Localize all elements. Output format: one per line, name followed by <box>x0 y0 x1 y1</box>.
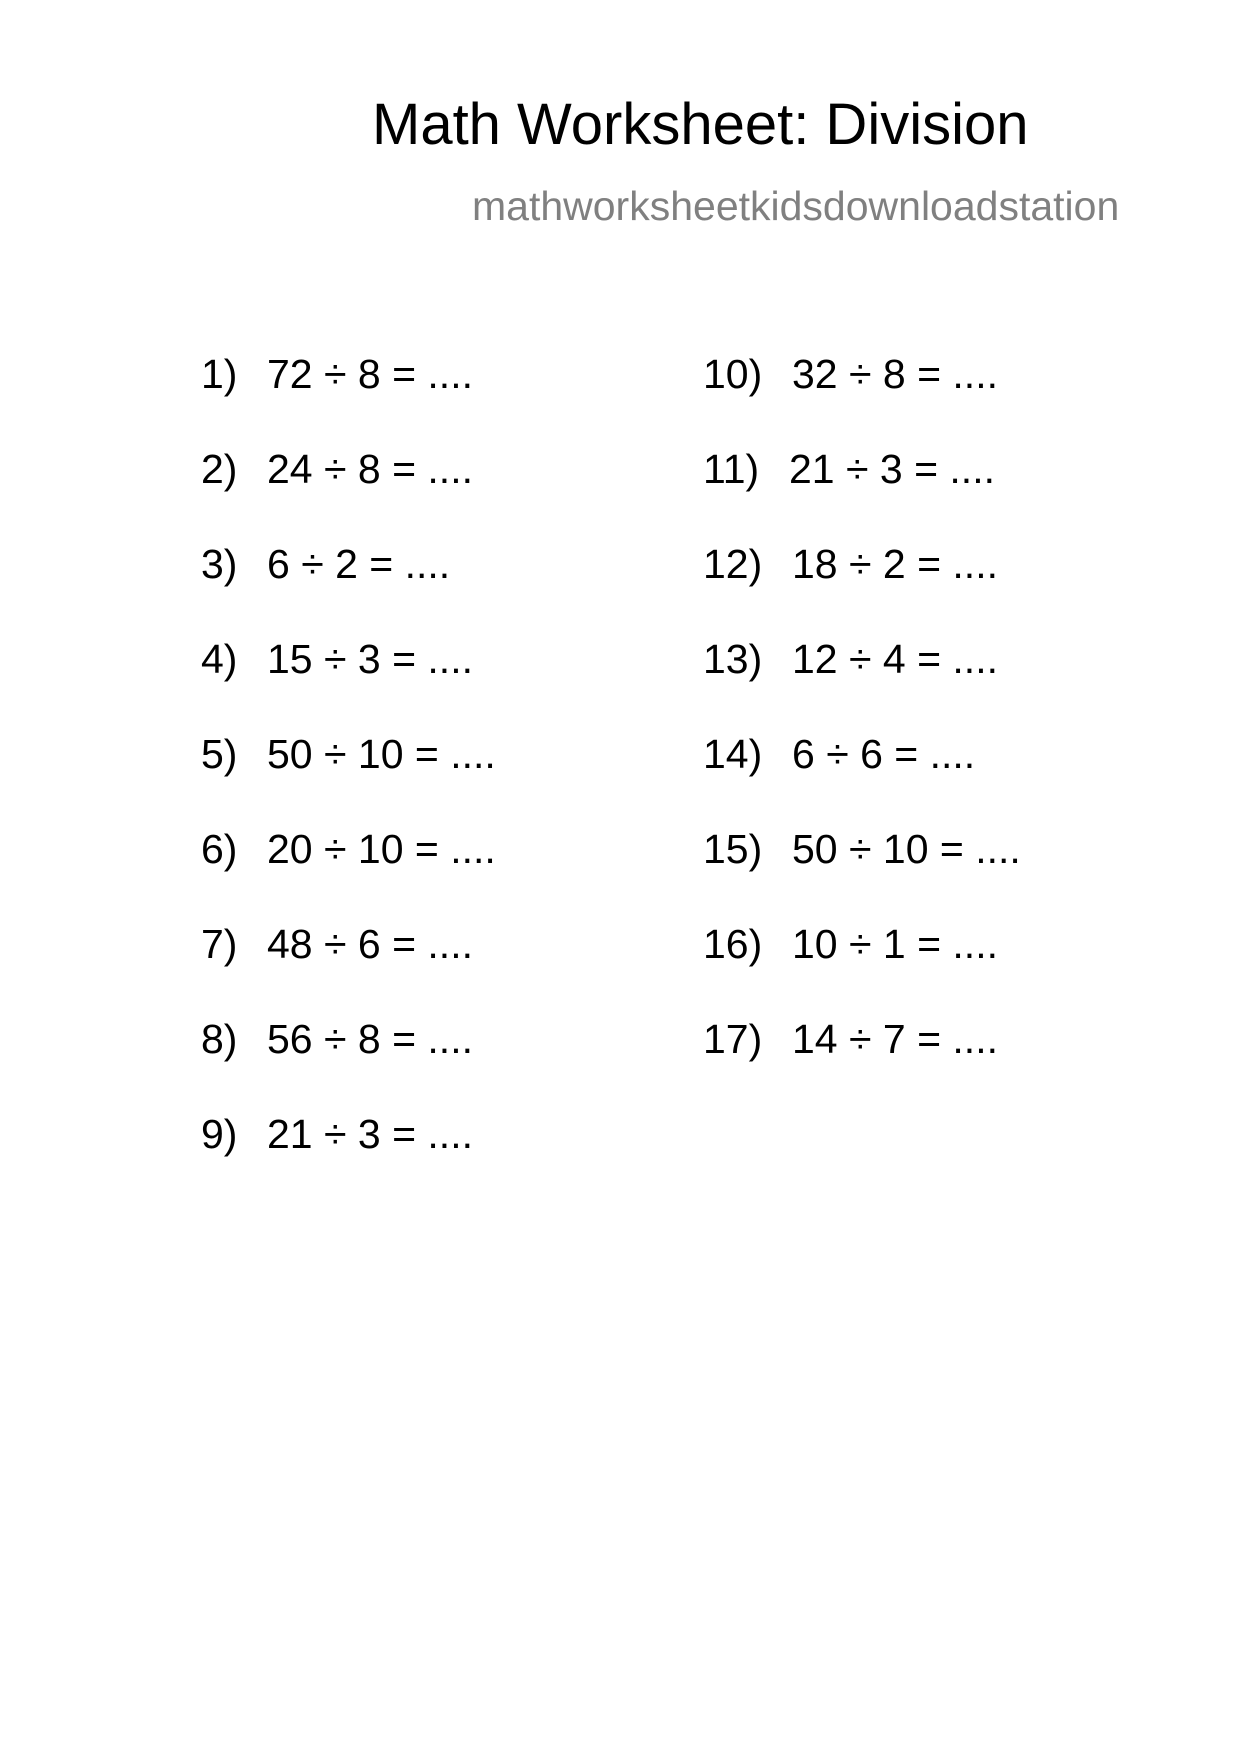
problem-expression: 14 ÷ 7 = .... <box>792 1016 998 1062</box>
problem-7 <box>201 921 496 1019</box>
problem-3 <box>201 541 496 639</box>
problem-expression: 32 ÷ 8 = .... <box>792 351 998 397</box>
problem-expression: 15 ÷ 3 = .... <box>267 636 473 682</box>
problem-12 <box>703 541 1021 639</box>
problems-right-column <box>703 351 1021 1114</box>
problem-expression: 50 ÷ 10 = .... <box>792 826 1021 872</box>
problem-11 <box>703 446 1021 544</box>
problem-expression: 21 ÷ 3 = .... <box>789 446 995 492</box>
problem-number: 3) <box>201 541 238 587</box>
problem-17 <box>703 1016 1021 1114</box>
problem-expression: 72 ÷ 8 = .... <box>267 351 473 397</box>
problem-13 <box>703 636 1021 734</box>
problem-4 <box>201 636 496 734</box>
problem-number: 9) <box>201 1111 238 1157</box>
problem-expression: 18 ÷ 2 = .... <box>792 541 998 587</box>
problem-number: 13) <box>703 636 763 682</box>
problem-number: 6) <box>201 826 238 872</box>
problem-number: 12) <box>703 541 763 587</box>
problem-number: 15) <box>703 826 763 872</box>
problem-number: 8) <box>201 1016 238 1062</box>
problem-6 <box>201 826 496 924</box>
problems-left-column <box>201 351 496 1209</box>
problem-number: 4) <box>201 636 238 682</box>
problem-number: 11) <box>703 446 760 492</box>
problem-number: 5) <box>201 731 238 777</box>
problem-expression: 24 ÷ 8 = .... <box>267 446 473 492</box>
problem-expression: 50 ÷ 10 = .... <box>267 731 496 777</box>
problem-5 <box>201 731 496 829</box>
problem-1 <box>201 351 496 449</box>
problem-number: 7) <box>201 921 238 967</box>
problem-8 <box>201 1016 496 1114</box>
page-subtitle: mathworksheetkidsdownloadstation <box>472 183 1120 229</box>
problem-number: 2) <box>201 446 238 492</box>
problem-14 <box>703 731 1021 829</box>
problem-10 <box>703 351 1021 449</box>
problem-expression: 48 ÷ 6 = .... <box>267 921 473 967</box>
problem-expression: 6 ÷ 6 = .... <box>792 731 976 777</box>
problem-expression: 21 ÷ 3 = .... <box>267 1111 473 1157</box>
problem-2 <box>201 446 496 544</box>
problem-expression: 12 ÷ 4 = .... <box>792 636 998 682</box>
problem-number: 1) <box>201 351 238 397</box>
problem-expression: 56 ÷ 8 = .... <box>267 1016 473 1062</box>
problem-number: 17) <box>703 1016 763 1062</box>
problem-number: 16) <box>703 921 763 967</box>
page-title: Math Worksheet: Division <box>372 92 1029 157</box>
problem-16 <box>703 921 1021 1019</box>
problem-number: 10) <box>703 351 763 397</box>
problem-15 <box>703 826 1021 924</box>
problem-9 <box>201 1111 496 1209</box>
problem-expression: 10 ÷ 1 = .... <box>792 921 998 967</box>
problem-expression: 20 ÷ 10 = .... <box>267 826 496 872</box>
problem-number: 14) <box>703 731 763 777</box>
problem-expression: 6 ÷ 2 = .... <box>267 541 451 587</box>
